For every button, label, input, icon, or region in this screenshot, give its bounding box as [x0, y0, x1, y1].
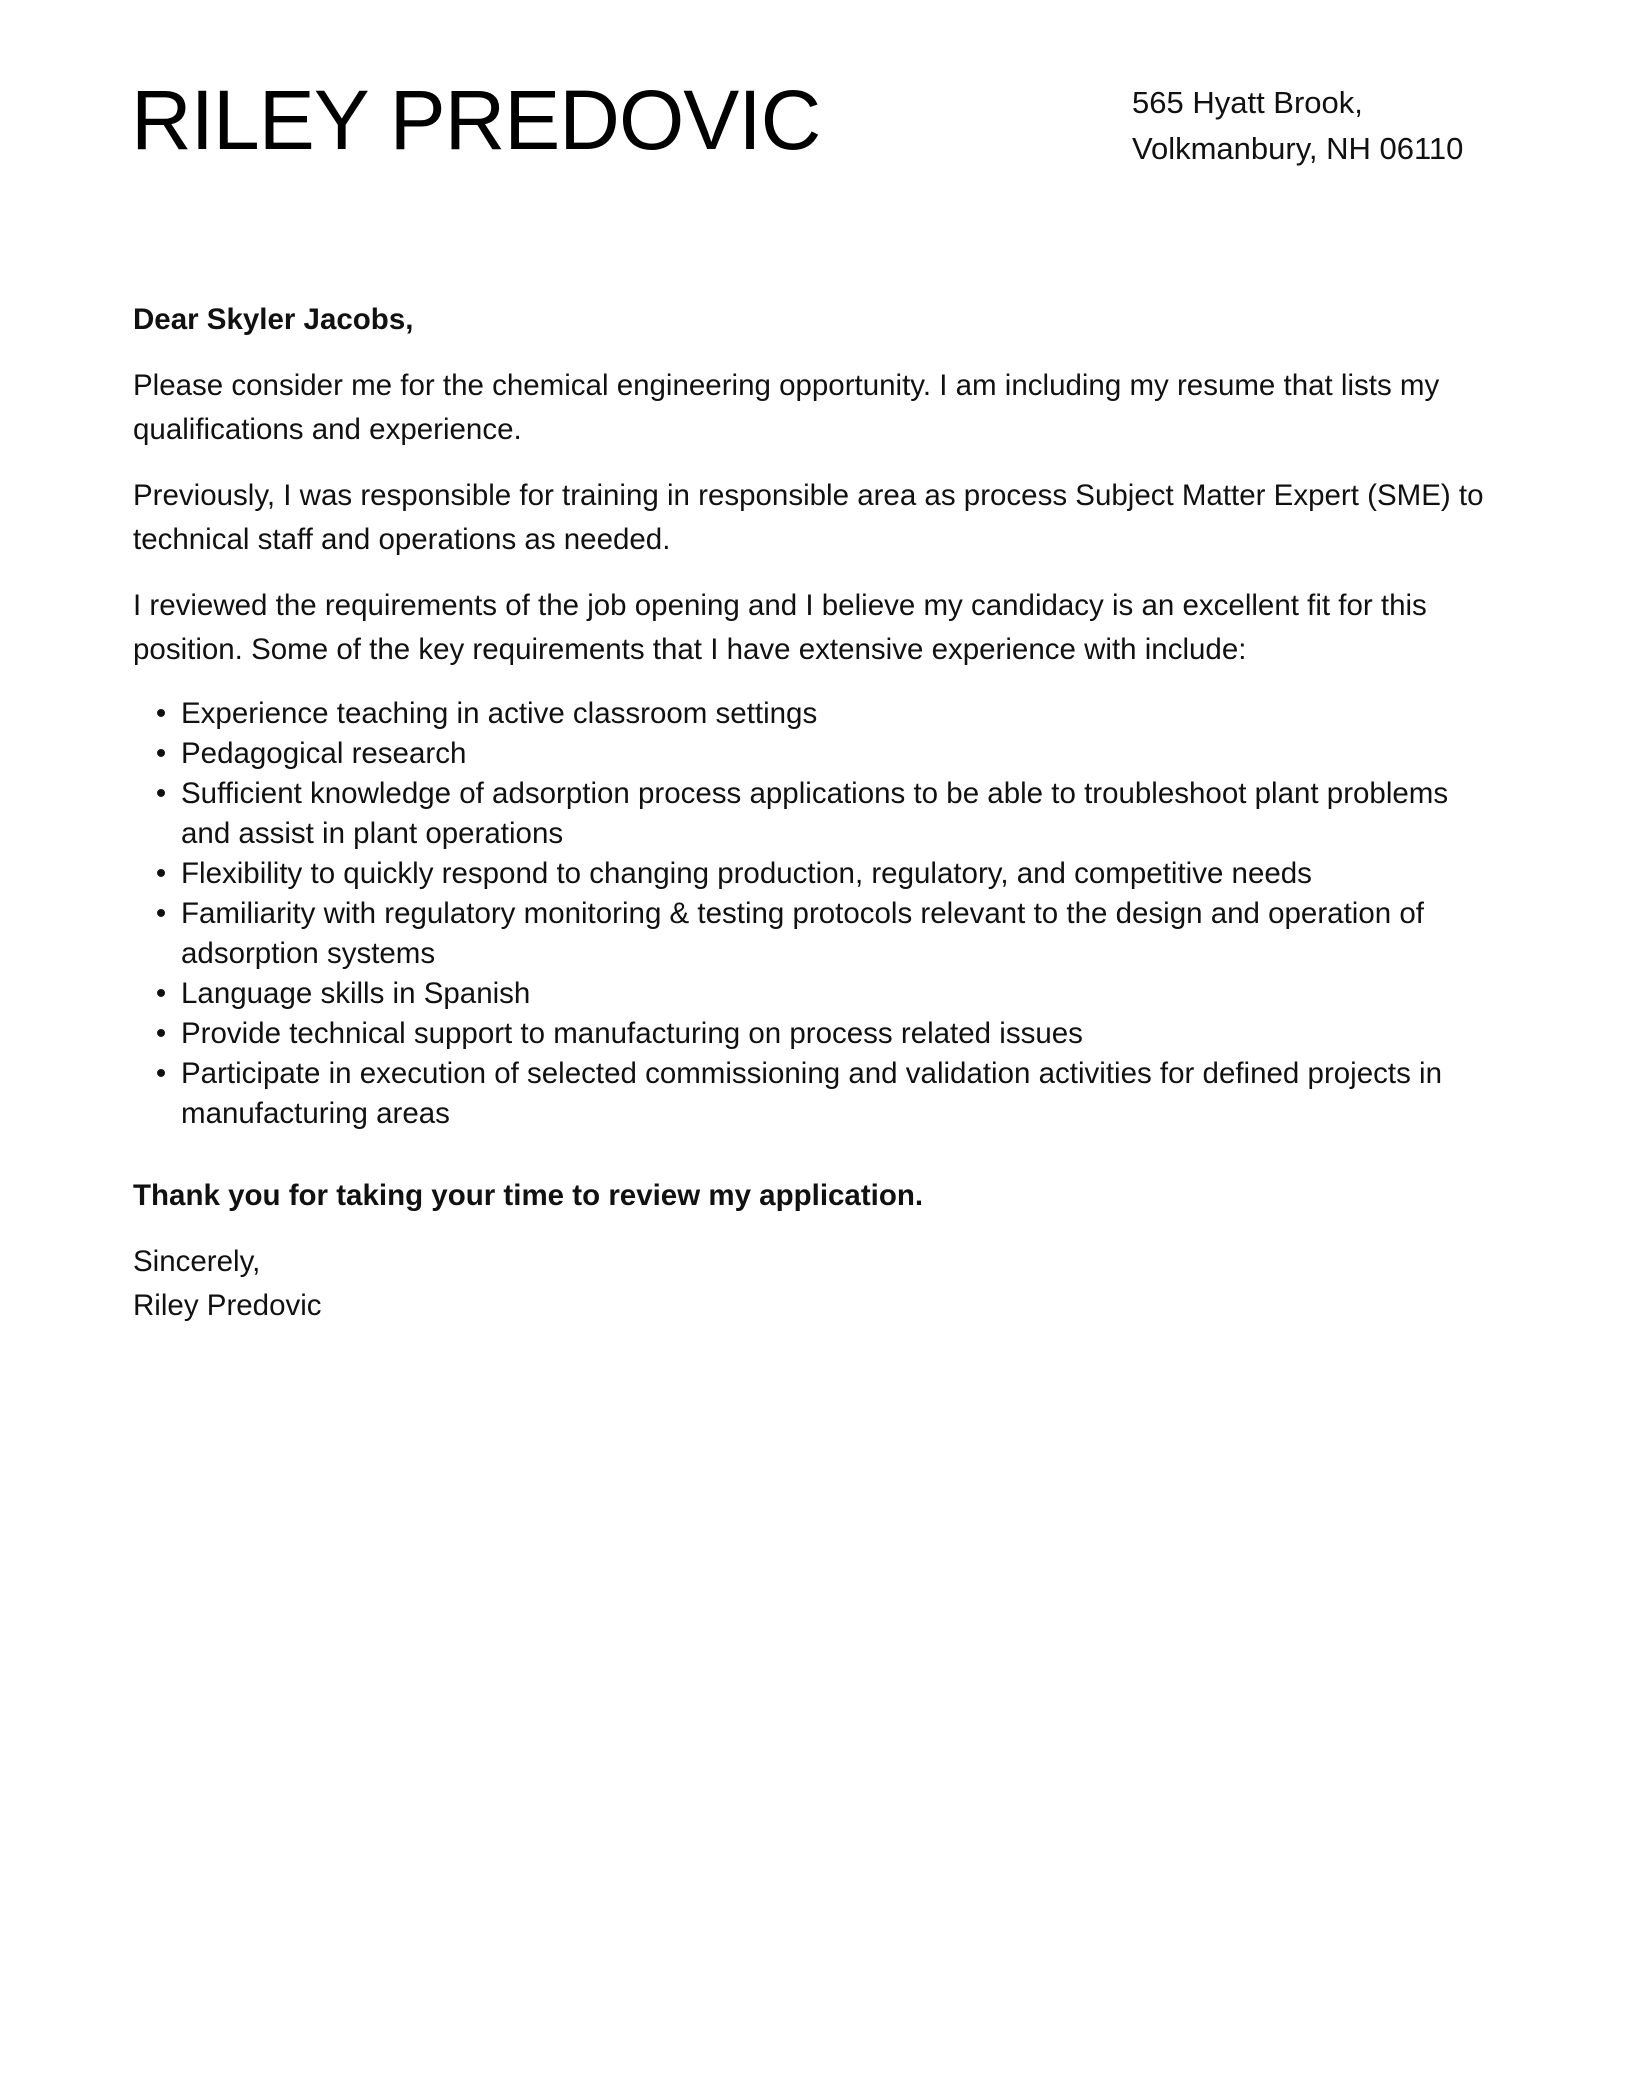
salutation: Dear Skyler Jacobs,: [133, 303, 414, 336]
list-item: • Language skills in Spanish: [181, 974, 1503, 1014]
letter-body: [133, 298, 1503, 1328]
paragraph-previous-role: Previously, I was responsible for training in responsible area as process Subject Matter Expert (SME) to technical staff and operations as needed.: [133, 479, 1484, 556]
bullet-icon: •: [155, 777, 167, 810]
list-item: • Experience teaching in active classroom settings: [181, 694, 1503, 734]
paragraph-intro: Please consider me for the chemical engineering opportunity. I am including my resume that lists my qualifications and experience.: [133, 369, 1440, 446]
requirements-list: [133, 694, 1503, 1134]
list-item: • Provide technical support to manufacturing on process related issues: [181, 1014, 1503, 1054]
paragraph-requirements-intro: I reviewed the requirements of the job opening and I believe my candidacy is an excellent fit for this position. Some of the key requirements that I have extensive experience with include:: [133, 589, 1427, 666]
list-item: • Sufficient knowledge of adsorption process applications to be able to troubleshoot plant problems and assist in plant operations: [181, 774, 1503, 854]
closing-line: Thank you for taking your time to review my application.: [133, 1179, 924, 1212]
bullet-icon: •: [155, 1017, 167, 1050]
bullet-icon: •: [155, 897, 167, 930]
bullet-icon: •: [155, 737, 167, 770]
bullet-icon: •: [155, 697, 167, 730]
bullet-icon: •: [155, 1057, 167, 1090]
list-item: • Familiarity with regulatory monitoring & testing protocols relevant to the design and operation of adsorption systems: [181, 894, 1503, 974]
bullet-icon: •: [155, 977, 167, 1010]
address-line-2: Volkmanbury, NH 06110: [1132, 131, 1464, 166]
bullet-icon: •: [155, 857, 167, 890]
signature: Riley Predovic: [133, 1289, 322, 1322]
applicant-address: [1132, 80, 1463, 172]
list-item: • Flexibility to quickly respond to changing production, regulatory, and competitive needs: [181, 854, 1503, 894]
list-item: • Pedagogical research: [181, 734, 1503, 774]
address-line-1: 565 Hyatt Brook,: [1132, 85, 1363, 120]
signoff: Sincerely,: [133, 1245, 261, 1278]
applicant-name: RILEY PREDOVIC: [131, 73, 821, 167]
list-item: • Participate in execution of selected commissioning and validation activities for defined projects in manufacturing areas: [181, 1054, 1503, 1134]
